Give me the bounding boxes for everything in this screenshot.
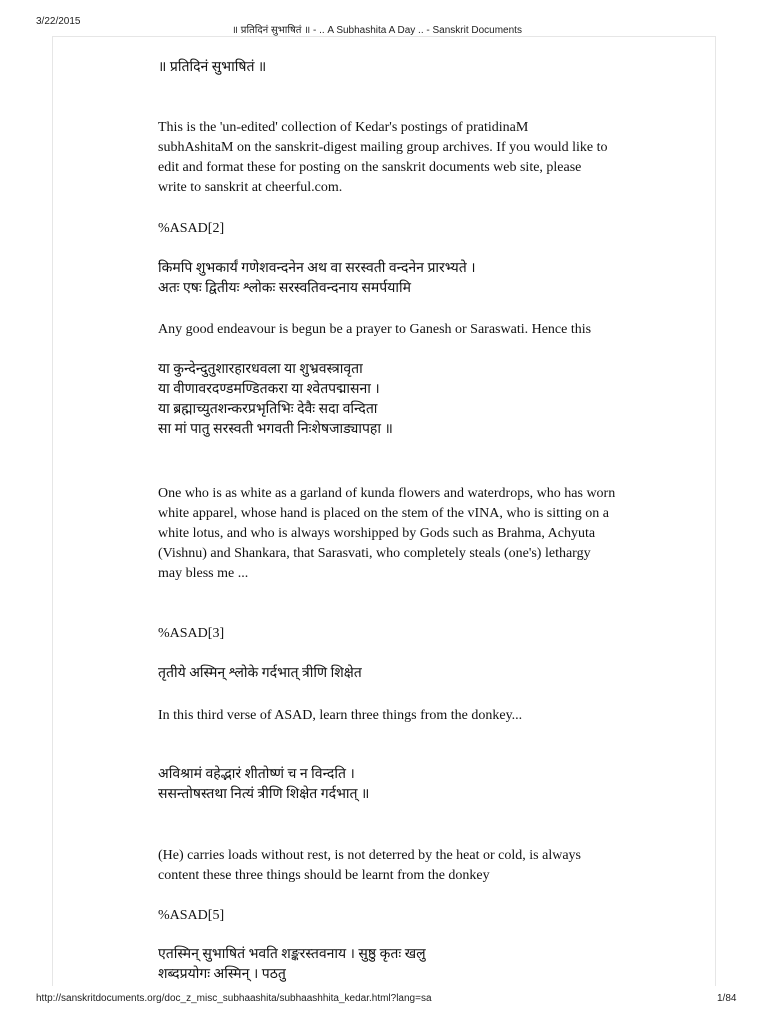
translation-line: white apparel, whose hand is placed on the stem of the vINA, who is sitting on a	[158, 506, 610, 521]
print-date: 3/22/2015	[36, 16, 81, 27]
page-number: 1/84	[717, 993, 737, 1004]
verse-line: या ब्रह्माच्युतशन्करप्रभृतिभिः देवैः सदा वन्दिता	[158, 402, 378, 417]
translation-line: may bless me ...	[158, 566, 249, 581]
section-label-asad-2: %ASAD[2]	[158, 221, 225, 236]
intro-line: subhAshitaM on the sanskrit-digest mailing group archives. If you would like to	[158, 140, 608, 155]
verse-line: सा मां पातु सरस्वती भगवती निःशेषजाड्यापहा ॥	[158, 422, 393, 437]
translation-line: white lotus, and who is always worshipped by Gods such as Brahma, Achyuta	[158, 526, 596, 541]
verse-1	[158, 360, 658, 440]
document-heading: ॥ प्रतिदिनं सुभाषितं ॥	[158, 60, 267, 75]
sanskrit-intro-2: तृतीये अस्मिन् श्लोके गर्दभात् त्रीणि शिक्षेत	[158, 666, 362, 681]
intro-line: write to sanskrit at cheerful.com.	[158, 180, 343, 195]
verse-line: अविश्रामं वहेद्भारं शीतोष्णं च न विन्दति ।	[158, 767, 355, 782]
intro-line: This is the 'un-edited' collection of Kedar's postings of pratidinaM	[158, 120, 529, 135]
verse-line: ससन्तोषस्तथा नित्यं त्रीणि शिक्षेत गर्दभात् ॥	[158, 787, 370, 802]
english-intro-1: Any good endeavour is begun be a prayer to Ganesh or Saraswati. Hence this	[158, 322, 592, 337]
print-url: http://sanskritdocuments.org/doc_z_misc_subhaashita/subhaashhita_kedar.html?lang=sa	[36, 993, 432, 1004]
section-label-asad-3: %ASAD[3]	[158, 626, 225, 641]
verse-line: या वीणावरदण्डमण्डितकरा या श्वेतपद्मासना ।	[158, 382, 380, 397]
section-label-asad-5: %ASAD[5]	[158, 908, 225, 923]
translation-line: (Vishnu) and Shankara, that Sarasvati, who completely steals (one's) lethargy	[158, 546, 591, 561]
sanskrit-line: शब्दप्रयोगः अस्मिन् । पठतु	[158, 967, 286, 982]
verse-line: या कुन्देन्दुतुशारहारधवला या शुभ्रवस्त्रावृता	[158, 362, 363, 377]
print-page-title: ॥ प्रतिदिनं सुभाषितं ॥ - .. A Subhashita A Day .. - Sanskrit Documents	[232, 25, 522, 36]
verse-2	[158, 765, 658, 805]
translation-line: One who is as white as a garland of kunda flowers and waterdrops, who has worn	[158, 486, 616, 501]
sanskrit-intro-1	[158, 259, 658, 299]
sanskrit-line: किमपि शुभकार्यं गणेशवन्दनेन अथ वा सरस्वती वन्दनेन प्रारभ्यते ।	[158, 261, 476, 276]
translation-1	[158, 484, 658, 584]
sanskrit-intro-3	[158, 945, 658, 985]
english-intro-2: In this third verse of ASAD, learn three things from the donkey...	[158, 708, 523, 723]
translation-2	[158, 846, 658, 886]
translation-line: (He) carries loads without rest, is not deterred by the heat or cold, is always	[158, 848, 581, 863]
translation-line: content these three things should be learnt from the donkey	[158, 868, 490, 883]
intro-line: edit and format these for posting on the sanskrit documents web site, please	[158, 160, 582, 175]
sanskrit-line: अतः एषः द्वितीयः श्लोकः सरस्वतिवन्दनाय समर्पयामि	[158, 281, 411, 296]
sanskrit-line: एतस्मिन् सुभाषितं भवति शङ्करस्तवनाय । सुष्ठु कृतः खलु	[158, 947, 426, 962]
intro-paragraph	[158, 118, 658, 198]
